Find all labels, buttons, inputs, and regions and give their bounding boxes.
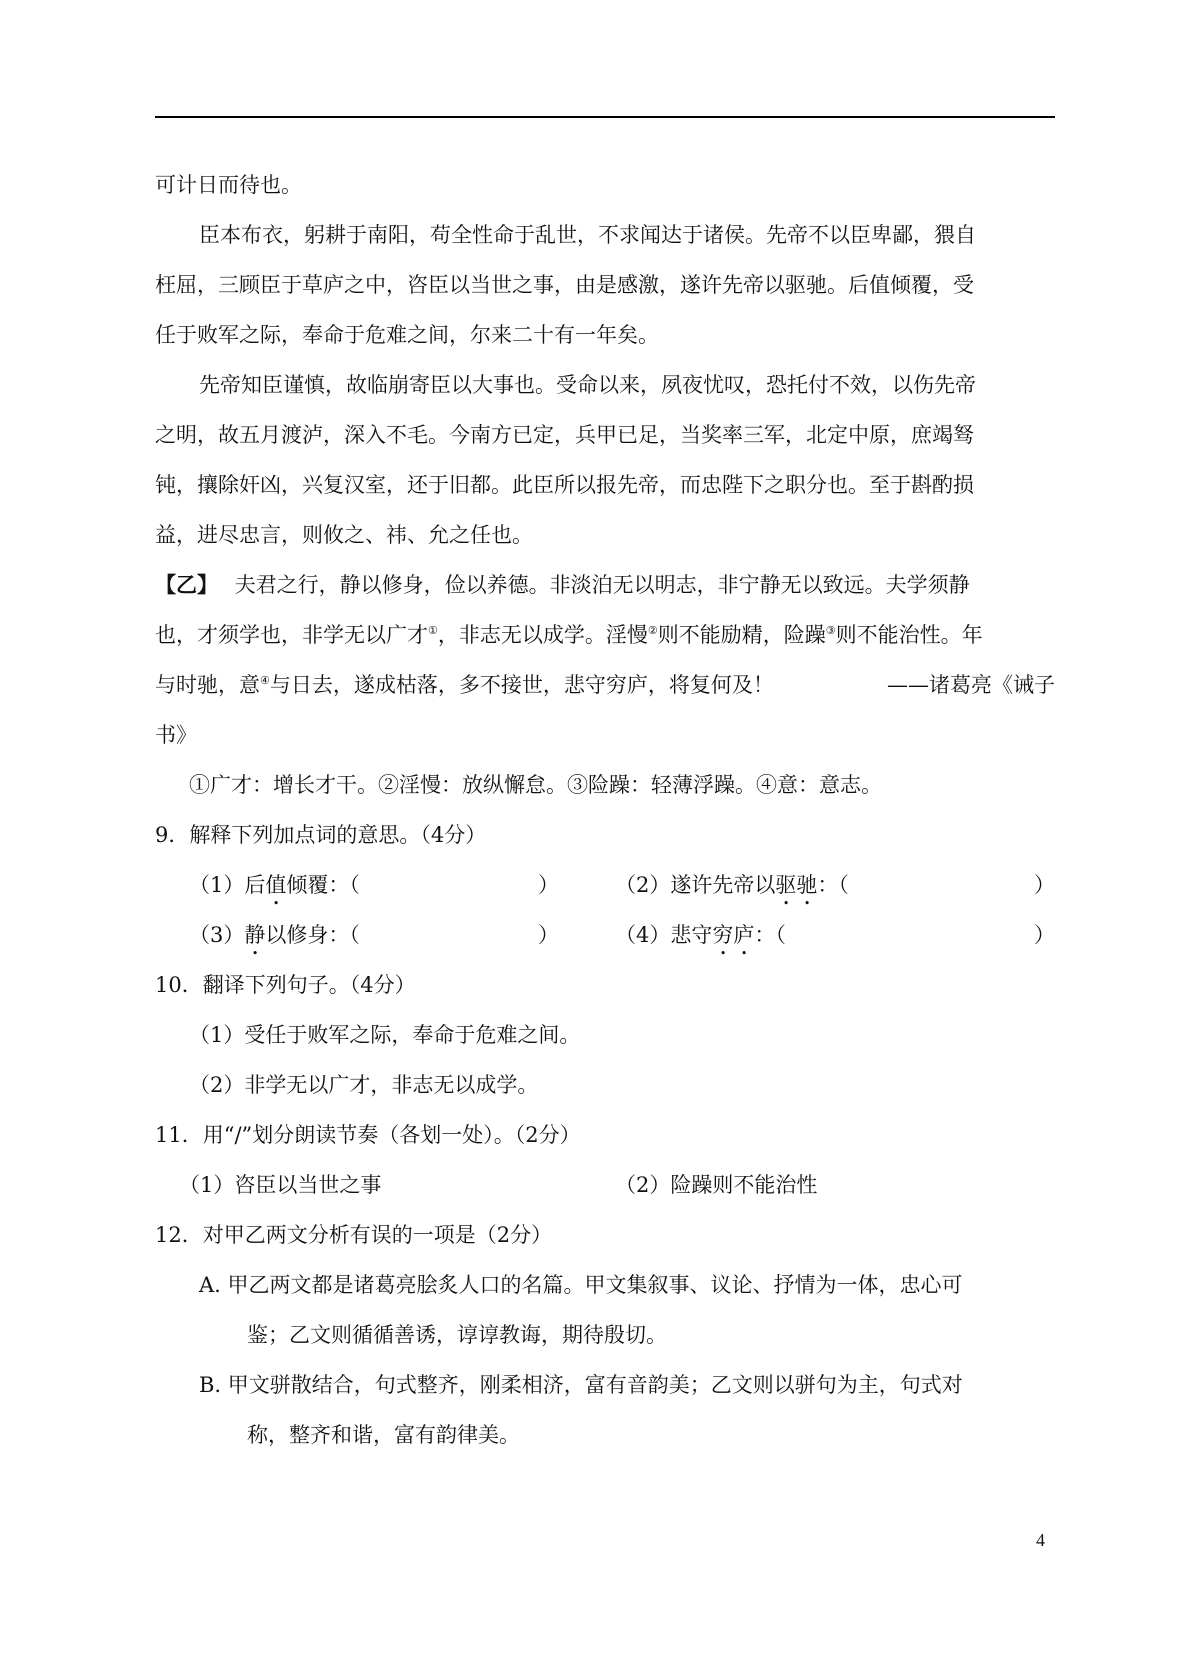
text-line: 臣本布衣，躬耕于南阳，苟全性命于乱世，不求闻达于诸侯。先帝不以臣卑鄙，猥自 <box>199 223 976 247</box>
text-line: 枉屈，三顾臣于草庐之中，咨臣以当世之事，由是感激，遂许先帝以驱驰。后值倾覆，受 <box>155 273 974 297</box>
footnote-marker: ② <box>647 624 658 637</box>
text-line: 钝，攘除奸凶，兴复汉室，还于旧都。此臣所以报先帝，而忠陛下之职分也。至于斟酌损 <box>155 473 974 497</box>
passage-yi-line-2 <box>155 610 1055 660</box>
dotted-word: 驱驰 <box>775 873 818 897</box>
header-rule <box>155 116 1055 118</box>
q12-option-a-cont: 鉴；乙文则循循善诱，谆谆教诲，期待殷切。 <box>247 1323 667 1347</box>
q10-sentence-1: （1）受任于败军之际，奉命于危难之间。 <box>189 1023 581 1047</box>
q9-item-4 <box>615 910 1055 960</box>
q9-item-2 <box>615 860 1055 910</box>
question-10-stem: 10．翻译下列句子。（4分） <box>155 973 416 997</box>
q9-item-3 <box>155 910 615 960</box>
answer-blank-close: ） <box>538 873 559 897</box>
text-segment: 也，才须学也，非学无以广才 <box>155 623 428 647</box>
q9-item-text: （4）悲守 <box>615 923 713 947</box>
answer-blank-close: ） <box>538 923 559 947</box>
q10-sentence-2: （2）非学无以广才，非志无以成学。 <box>189 1073 539 1097</box>
q11-item-2 <box>615 1160 1055 1210</box>
footnotes: ①广才：增长才干。②淫慢：放纵懈怠。③险躁：轻薄浮躁。④意：意志。 <box>189 773 882 797</box>
answer-blank-close: ） <box>1034 923 1055 947</box>
text-line: 可计日而待也。 <box>155 173 302 197</box>
dotted-word: 值 <box>265 873 287 897</box>
q9-item-1 <box>155 860 615 910</box>
text-segment: 则不能治性。年 <box>835 623 983 647</box>
passage-yi-line-1 <box>155 560 1055 610</box>
q11-item-text: （2）险躁则不能治性 <box>615 1173 818 1197</box>
q9-item-text: （3） <box>189 923 245 947</box>
q9-item-text: 倾覆：（ <box>286 873 360 897</box>
q9-item-text: （2）遂许先帝以 <box>615 873 776 897</box>
page-number: 4 <box>1036 1530 1045 1550</box>
footnote-marker: ③ <box>825 624 836 637</box>
question-11-row <box>155 1160 1055 1210</box>
q9-item-text: ：（ <box>817 873 849 897</box>
dotted-word: 静 <box>244 923 266 947</box>
text-line: 益，进尽忠言，则攸之、祎、允之任也。 <box>155 523 533 547</box>
footnote-marker: ④ <box>260 674 270 687</box>
q12-option-b: B. 甲文骈散结合，句式整齐，刚柔相济，富有音韵美；乙文则以骈句为主，句式对 <box>199 1373 963 1397</box>
passage-label: 【乙】 <box>155 572 218 597</box>
attribution: ——诸葛亮《诫子 <box>887 673 1055 697</box>
question-9-row-1 <box>155 860 1055 910</box>
q9-item-text: ：（ <box>754 923 786 947</box>
document-body <box>155 160 1055 1460</box>
text-segment: ，非志无以成学。淫慢 <box>437 623 648 647</box>
q11-item-text: （1）咨臣以当世之事 <box>179 1173 382 1197</box>
question-9-stem: 9．解释下列加点词的意思。（4分） <box>155 823 487 847</box>
q9-item-text: （1）后 <box>189 873 266 897</box>
q12-option-a: A. 甲乙两文都是诸葛亮脍炙人口的名篇。甲文集叙事、议论、抒情为一体，忠心可 <box>199 1273 963 1297</box>
text-segment: 夫君之行，静以修身，俭以养德。非淡泊无以明志，非宁静无以致远。夫学须静 <box>234 573 970 597</box>
dotted-word: 穷庐 <box>712 923 755 947</box>
text-segment: 与时驰，意 <box>155 673 260 697</box>
answer-blank-close: ） <box>1034 873 1055 897</box>
passage-yi-line-3 <box>155 660 1055 710</box>
q9-item-text: 以修身：（ <box>265 923 360 947</box>
question-11-stem: 11．用“/”划分朗读节奏（各划一处）。（2分） <box>155 1123 581 1147</box>
footnote-marker: ① <box>428 624 438 637</box>
text-segment: 则不能励精，险躁 <box>657 623 826 647</box>
question-9-row-2 <box>155 910 1055 960</box>
text-line: 书》 <box>155 723 197 747</box>
question-12-stem: 12．对甲乙两文分析有误的一项是（2分） <box>155 1223 553 1247</box>
text-line: 任于败军之际，奉命于危难之间，尔来二十有一年矣。 <box>155 323 659 347</box>
q12-option-b-cont: 称，整齐和谐，富有韵律美。 <box>247 1423 520 1447</box>
text-line: 先帝知臣谨慎，故临崩寄臣以大事也。受命以来，夙夜忧叹，恐托付不效，以伤先帝 <box>199 373 976 397</box>
q11-item-1 <box>155 1160 615 1210</box>
text-line: 之明，故五月渡泸，深入不毛。今南方已定，兵甲已足，当奖率三军，北定中原，庶竭驽 <box>155 423 974 447</box>
text-segment: 与日去，遂成枯落，多不接世，悲守穷庐，将复何及！ <box>269 673 774 697</box>
